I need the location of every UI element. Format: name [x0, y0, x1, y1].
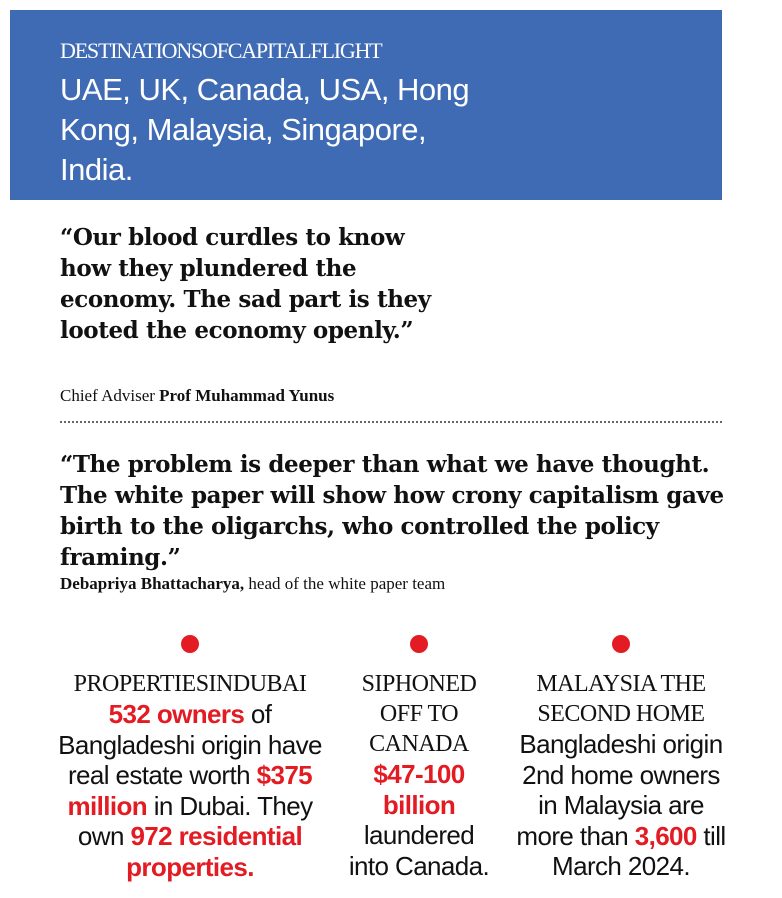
- body-text: till March 2024.: [552, 820, 726, 881]
- banner-kicker: DESTINATIONSOFCAPITALFLIGHT: [60, 38, 382, 63]
- body-text: in Dubai. They own: [77, 790, 313, 851]
- body-text: Bangladeshi origin 2nd home owners in Malaysia are more than: [516, 729, 723, 851]
- red-dot-bullet: [410, 635, 428, 653]
- highlighted-figure: 972 residential properties.: [126, 821, 303, 882]
- highlighted-figure: 532 owners: [108, 699, 245, 729]
- column-body: [58, 699, 322, 882]
- column-title: PROPERTIESINDUBAI: [73, 671, 307, 697]
- attribution-role: head of the white paper team: [244, 574, 446, 593]
- body-text: of Bangladeshi origin have real estate worth: [58, 699, 322, 790]
- capital-flight-banner: [10, 10, 722, 200]
- red-dot-bullet: [612, 635, 630, 653]
- malaysia-second-home-column: [513, 632, 729, 882]
- highlighted-figure: 3,600: [634, 820, 697, 851]
- column-body: [343, 759, 495, 881]
- debapriya-quote: “The problem is deeper than what we have thought. The white paper will show how crony capitalism gave birth to the oligarchs, who controlled the policy framing.”: [60, 451, 724, 571]
- yunus-quote: “Our blood curdles to know how they plundered the economy. The sad part is they looted the economy openly.”: [60, 224, 431, 344]
- debapriya-attribution: [60, 574, 445, 594]
- dubai-properties-column: [58, 632, 322, 882]
- banner-destinations-text: UAE, UK, Canada, USA, Hong Kong, Malaysia, Singapore, India.: [60, 72, 470, 187]
- attribution-name: Debapriya Bhattacharya,: [60, 574, 245, 593]
- column-body: [513, 729, 729, 882]
- yunus-attribution: [60, 386, 334, 406]
- highlighted-figure: $375 million: [67, 760, 313, 821]
- canada-siphoned-column: [343, 632, 495, 881]
- red-dot-bullet: [181, 635, 199, 653]
- attribution-role: Chief Adviser: [60, 386, 160, 405]
- column-title: SIPHONED OFF TO CANADA: [361, 671, 477, 757]
- dotted-divider: [60, 421, 722, 423]
- highlighted-figure: $47-100 billion: [373, 759, 465, 820]
- body-text: laundered into Canada.: [348, 820, 490, 881]
- column-title: MALAYSIA THE SECOND HOME: [536, 671, 706, 727]
- attribution-name: Prof Muhammad Yunus: [159, 386, 335, 405]
